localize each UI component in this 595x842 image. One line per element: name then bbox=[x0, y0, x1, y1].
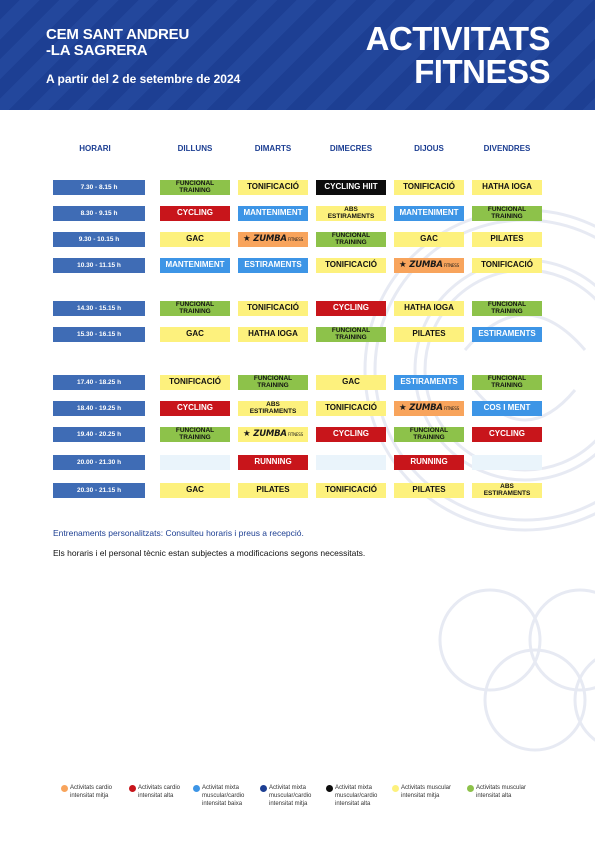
activity-cell: HATHA IOGA bbox=[472, 180, 542, 195]
legend-item: Activitats muscular intensitat alta bbox=[476, 784, 526, 800]
title-line-1: ACTIVITATS bbox=[365, 20, 550, 57]
time-slot: 18.40 - 19.25 h bbox=[53, 401, 145, 416]
legend-dot-icon bbox=[467, 785, 474, 792]
start-date: A partir del 2 de setembre de 2024 bbox=[46, 72, 241, 86]
activity-cell bbox=[238, 427, 308, 442]
activity-cell: HATHA IOGA bbox=[394, 301, 464, 316]
activity-cell: MANTENIMENT bbox=[238, 206, 308, 221]
venue-name bbox=[46, 27, 189, 59]
watermark-rings-icon bbox=[430, 560, 595, 800]
header-banner bbox=[0, 0, 595, 110]
zumba-logo-icon: ★ ZUMBAFITNESS bbox=[399, 402, 459, 413]
disclaimer-note: Els horaris i el personal tècnic estan subjectes a modificacions segons necessitats. bbox=[53, 548, 366, 558]
time-slot: 19.40 - 20.25 h bbox=[53, 427, 145, 442]
activity-cell: TONIFICACIÓ bbox=[394, 180, 464, 195]
time-slot: 17.40 - 18.25 h bbox=[53, 375, 145, 390]
column-header-divendres: DIVENDRES bbox=[483, 144, 531, 153]
activity-cell: HATHA IOGA bbox=[238, 327, 308, 342]
venue-line-2: -LA SAGRERA bbox=[46, 42, 148, 59]
activity-cell: ESTIRAMENTS bbox=[394, 375, 464, 390]
activity-cell: MANTENIMENT bbox=[160, 258, 230, 273]
activity-cell bbox=[238, 232, 308, 247]
time-slot: 9.30 - 10.15 h bbox=[53, 232, 145, 247]
legend-dot-icon bbox=[129, 785, 136, 792]
activity-cell: TONIFICACIÓ bbox=[316, 483, 386, 498]
activity-cell: PILATES bbox=[394, 483, 464, 498]
activity-cell: RUNNING bbox=[238, 455, 308, 470]
time-slot: 14.30 - 15.15 h bbox=[53, 301, 145, 316]
title-line-2: FITNESS bbox=[414, 53, 550, 90]
activity-cell: FUNCIONAL TRAINING bbox=[472, 301, 542, 316]
time-slot: 8.30 - 9.15 h bbox=[53, 206, 145, 221]
column-header-dimecres: DIMECRES bbox=[329, 144, 373, 153]
activity-cell: TONIFICACIÓ bbox=[160, 375, 230, 390]
activity-cell: GAC bbox=[316, 375, 386, 390]
activity-cell: CYCLING HIIT bbox=[316, 180, 386, 195]
column-header-dijous: DIJOUS bbox=[414, 144, 444, 153]
activity-cell: FUNCIONAL TRAINING bbox=[472, 375, 542, 390]
activity-cell: TONIFICACIÓ bbox=[238, 301, 308, 316]
legend-item: Activitats cardio intensitat mitja bbox=[70, 784, 112, 800]
activity-cell: GAC bbox=[394, 232, 464, 247]
activity-cell: TONIFICACIÓ bbox=[316, 401, 386, 416]
activity-cell: TONIFICACIÓ bbox=[238, 180, 308, 195]
empty-cell bbox=[472, 455, 542, 470]
zumba-logo-icon: ★ ZUMBAFITNESS bbox=[243, 428, 303, 439]
time-slot: 15.30 - 16.15 h bbox=[53, 327, 145, 342]
activity-cell: CYCLING bbox=[160, 401, 230, 416]
activity-cell: CYCLING bbox=[160, 206, 230, 221]
activity-cell: PILATES bbox=[394, 327, 464, 342]
activity-cell: ABS ESTIRAMENTS bbox=[472, 483, 542, 498]
activity-cell: FUNCIONAL TRAINING bbox=[160, 301, 230, 316]
activity-cell bbox=[394, 258, 464, 273]
activity-cell: ABS ESTIRAMENTS bbox=[238, 401, 308, 416]
activity-cell: PILATES bbox=[472, 232, 542, 247]
activity-cell: TONIFICACIÓ bbox=[472, 258, 542, 273]
activity-cell: FUNCIONAL TRAINING bbox=[238, 375, 308, 390]
legend-item: Activitats muscular intensitat mitja bbox=[401, 784, 451, 800]
column-header-dimarts: DIMARTS bbox=[254, 144, 292, 153]
activity-cell: FUNCIONAL TRAINING bbox=[160, 427, 230, 442]
zumba-logo-icon: ★ ZUMBAFITNESS bbox=[243, 233, 303, 244]
activity-cell: FUNCIONAL TRAINING bbox=[394, 427, 464, 442]
activity-cell: GAC bbox=[160, 483, 230, 498]
legend-item: Activitat mixta muscular/cardio intensitat baixa bbox=[202, 784, 244, 808]
activity-cell: GAC bbox=[160, 327, 230, 342]
empty-cell bbox=[316, 455, 386, 470]
activity-cell: GAC bbox=[160, 232, 230, 247]
activity-cell bbox=[394, 401, 464, 416]
legend-dot-icon bbox=[260, 785, 267, 792]
page-title bbox=[366, 22, 550, 88]
activity-cell: CYCLING bbox=[472, 427, 542, 442]
activity-cell: TONIFICACIÓ bbox=[316, 258, 386, 273]
legend-item: Activitat mixta muscular/cardio intensitat alta bbox=[335, 784, 377, 808]
time-slot: 20.00 - 21.30 h bbox=[53, 455, 145, 470]
activity-cell: FUNCIONAL TRAINING bbox=[316, 327, 386, 342]
venue-line-1: CEM SANT ANDREU bbox=[46, 26, 190, 43]
activity-cell: FUNCIONAL TRAINING bbox=[472, 206, 542, 221]
time-slot: 10.30 - 11.15 h bbox=[53, 258, 145, 273]
legend-item: Activitat mixta muscular/cardio intensitat mitja bbox=[269, 784, 311, 808]
activity-cell: COS I MENT bbox=[472, 401, 542, 416]
activity-cell: ABS ESTIRAMENTS bbox=[316, 206, 386, 221]
empty-cell bbox=[160, 455, 230, 470]
activity-cell: CYCLING bbox=[316, 427, 386, 442]
activity-cell: PILATES bbox=[238, 483, 308, 498]
activity-cell: CYCLING bbox=[316, 301, 386, 316]
column-header-horari: HORARI bbox=[79, 144, 111, 153]
legend-dot-icon bbox=[193, 785, 200, 792]
column-header-dilluns: DILLUNS bbox=[177, 144, 213, 153]
personal-training-note: Entrenaments personalitzats: Consulteu horaris i preus a recepció. bbox=[53, 528, 304, 538]
activity-cell: RUNNING bbox=[394, 455, 464, 470]
time-slot: 20.30 - 21.15 h bbox=[53, 483, 145, 498]
activity-cell: FUNCIONAL TRAINING bbox=[316, 232, 386, 247]
legend-item: Activitats cardio intensitat alta bbox=[138, 784, 180, 800]
zumba-logo-icon: ★ ZUMBAFITNESS bbox=[399, 259, 459, 270]
activity-cell: ESTIRAMENTS bbox=[238, 258, 308, 273]
activity-cell: ESTIRAMENTS bbox=[472, 327, 542, 342]
legend-dot-icon bbox=[326, 785, 333, 792]
activity-cell: FUNCIONAL TRAINING bbox=[160, 180, 230, 195]
activity-cell: MANTENIMENT bbox=[394, 206, 464, 221]
legend-dot-icon bbox=[392, 785, 399, 792]
legend-dot-icon bbox=[61, 785, 68, 792]
time-slot: 7.30 - 8.15 h bbox=[53, 180, 145, 195]
